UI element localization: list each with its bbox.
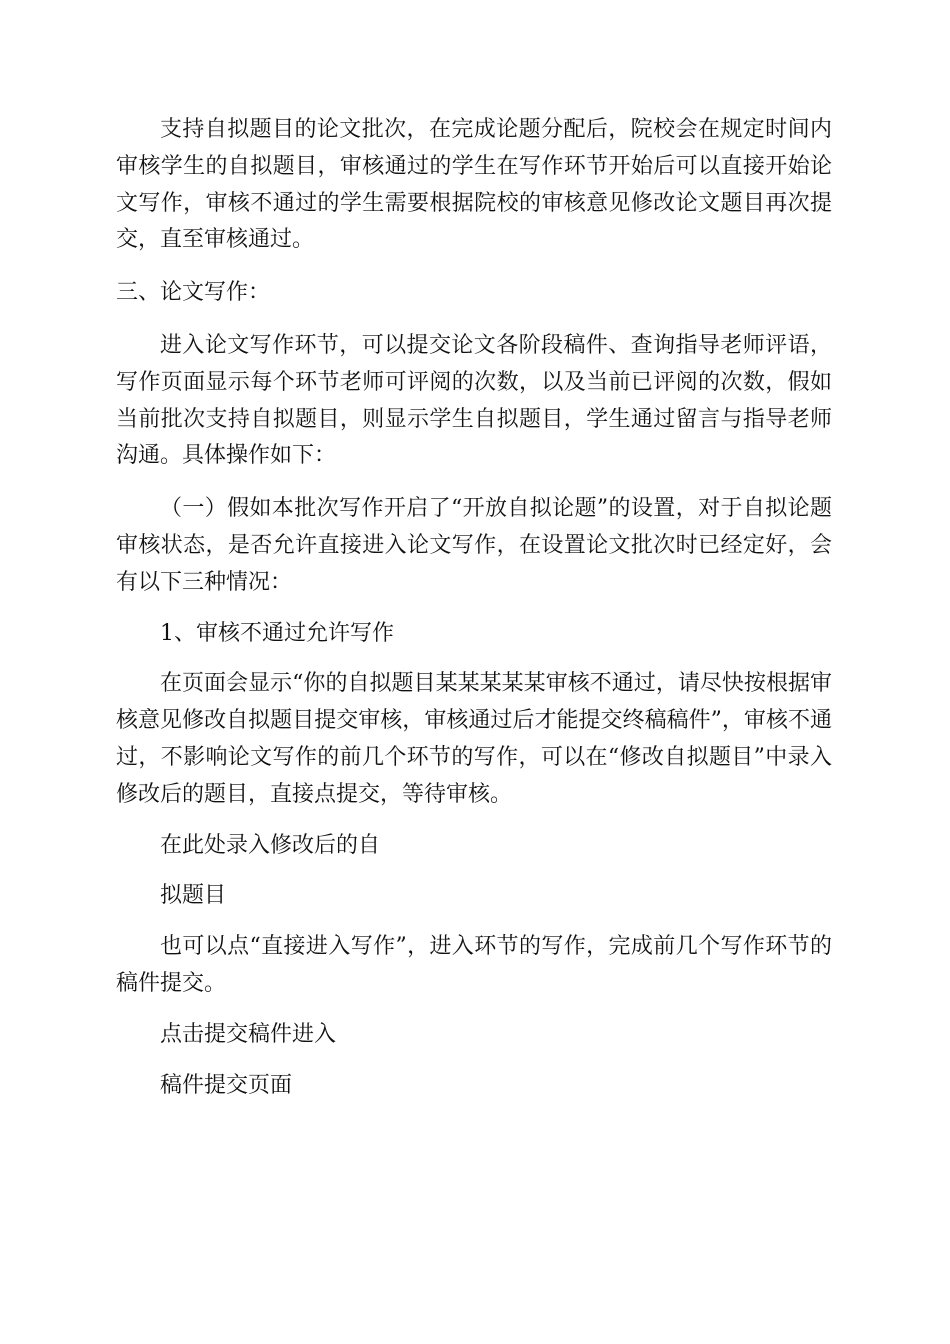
figure-caption-line-3: 点击提交稿件进入 — [160, 1021, 337, 1047]
paragraph-intro: 支持自拟题目的论文批次，在完成论题分配后，院校会在规定时间内审核学生的自拟题目，审核通过的学生在写作环节开始后可以直接开始论文写作，审核不通过的学生需要根据院校的审核意见修改论文题目再次提交，直至审核通过。 — [116, 117, 832, 253]
paragraph-subsection-1: （一）假如本批次写作开启了“开放自拟论题”的设置，对于自拟论题审核状态，是否允许直接进入论文写作，在设置论文批次时已经定好，会有以下三种情况： — [116, 496, 832, 595]
document-body — [116, 112, 832, 1104]
figure-caption-line-4: 稿件提交页面 — [160, 1072, 293, 1098]
section-heading: 三、论文写作： — [116, 280, 271, 306]
figure-caption-line-1: 在此处录入修改后的自 — [160, 832, 381, 858]
list-item-heading: 1、审核不通过允许写作 — [160, 620, 394, 646]
figure-caption-line-2: 拟题目 — [160, 883, 227, 909]
paragraph-writing-intro: 进入论文写作环节，可以提交论文各阶段稿件、查询指导老师评语，写作页面显示每个环节老师可评阅的次数，以及当前已评阅的次数，假如当前批次支持自拟题目，则显示学生自拟题目，学生通过留言与指导老师沟通。具体操作如下： — [116, 332, 832, 469]
paragraph-review-failed: 在页面会显示“你的自拟题目某某某某某审核不通过，请尽快按根据审核意见修改自拟题目提交审核，审核通过后才能提交终稿稿件”，审核不通过，不影响论文写作的前几个环节的写作，可以在“修改自拟题目”中录入修改后的题目，直接点提交，等待审核。 — [116, 671, 832, 807]
paragraph-direct-writing: 也可以点“直接进入写作”，进入环节的写作，完成前几个写作环节的稿件提交。 — [116, 934, 832, 996]
